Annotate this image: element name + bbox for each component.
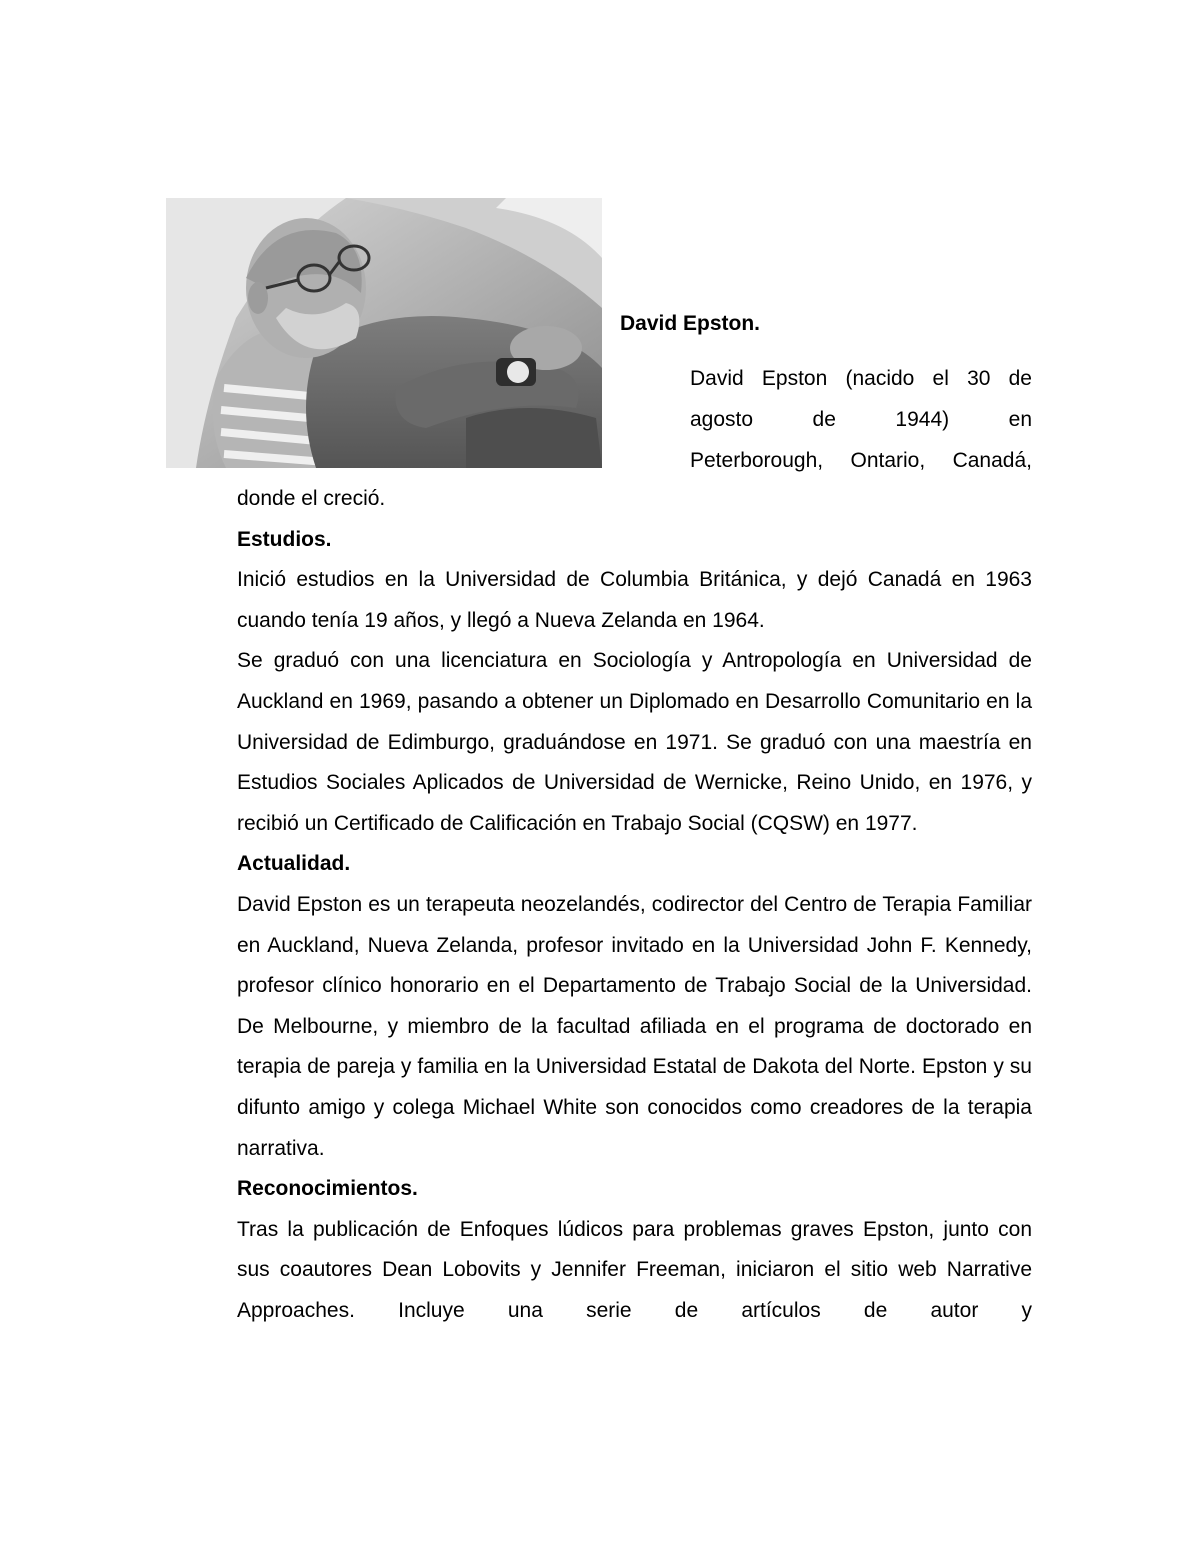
estudios-paragraph-1: Inició estudios en la Universidad de Columbia Británica, y dejó Canadá en 1963 cuando tenía 19 años, y llegó a Nueva Zelanda en 1964. (237, 568, 1032, 632)
portrait-photo (166, 198, 602, 468)
document-body (237, 479, 1032, 1331)
section-heading-estudios: Estudios. (237, 527, 332, 551)
intro-line: David Epston (nacido el 30 de (690, 367, 1032, 390)
section-heading-reconocimientos: Reconocimientos. (237, 1177, 418, 1201)
intro-line: agosto de 1944) en (690, 408, 1032, 431)
estudios-paragraph-2: Se graduó con una licenciatura en Sociología y Antropología en Universidad de Auckland en 1969, pasando a obtener un Diplomado en Desarrollo Comunitario en la Universidad de Edimburgo, graduándose en 1971. Se graduó con una maestría en Estudios Sociales Aplicados de Universidad de Wernicke, Reino Unido, en 1976, y recibió un Certificado de Calificación en Trabajo Social (CQSW) en 1977. (237, 649, 1032, 835)
actualidad-paragraph: David Epston es un terapeuta neozelandés, codirector del Centro de Terapia Familiar en Auckland, Nueva Zelanda, profesor invitado en la Universidad John F. Kennedy, profesor clínico honorario en el Departamento de Trabajo Social de la Universidad. De Melbourne, y miembro de la facultad afiliada en el programa de doctorado en terapia de pareja y familia en la Universidad Estatal de Dakota del Norte. Epston y su difunto amigo y colega Michael White son conocidos como creadores de la terapia narrativa. (237, 892, 1032, 1160)
intro-continuation: donde el creció. (237, 487, 386, 510)
intro-line: Peterborough, Ontario, Canadá, (690, 449, 1032, 472)
section-heading-actualidad: Actualidad. (237, 852, 351, 876)
intro-paragraph (690, 358, 1032, 481)
doc-title: David Epston. (620, 312, 761, 335)
reconocimientos-paragraph: Tras la publicación de Enfoques lúdicos para problemas graves Epston, junto con sus coautores Dean Lobovits y Jennifer Freeman, iniciaron el sitio web Narrative Approaches. Incluye una serie de artículos de autor y (237, 1217, 1032, 1322)
